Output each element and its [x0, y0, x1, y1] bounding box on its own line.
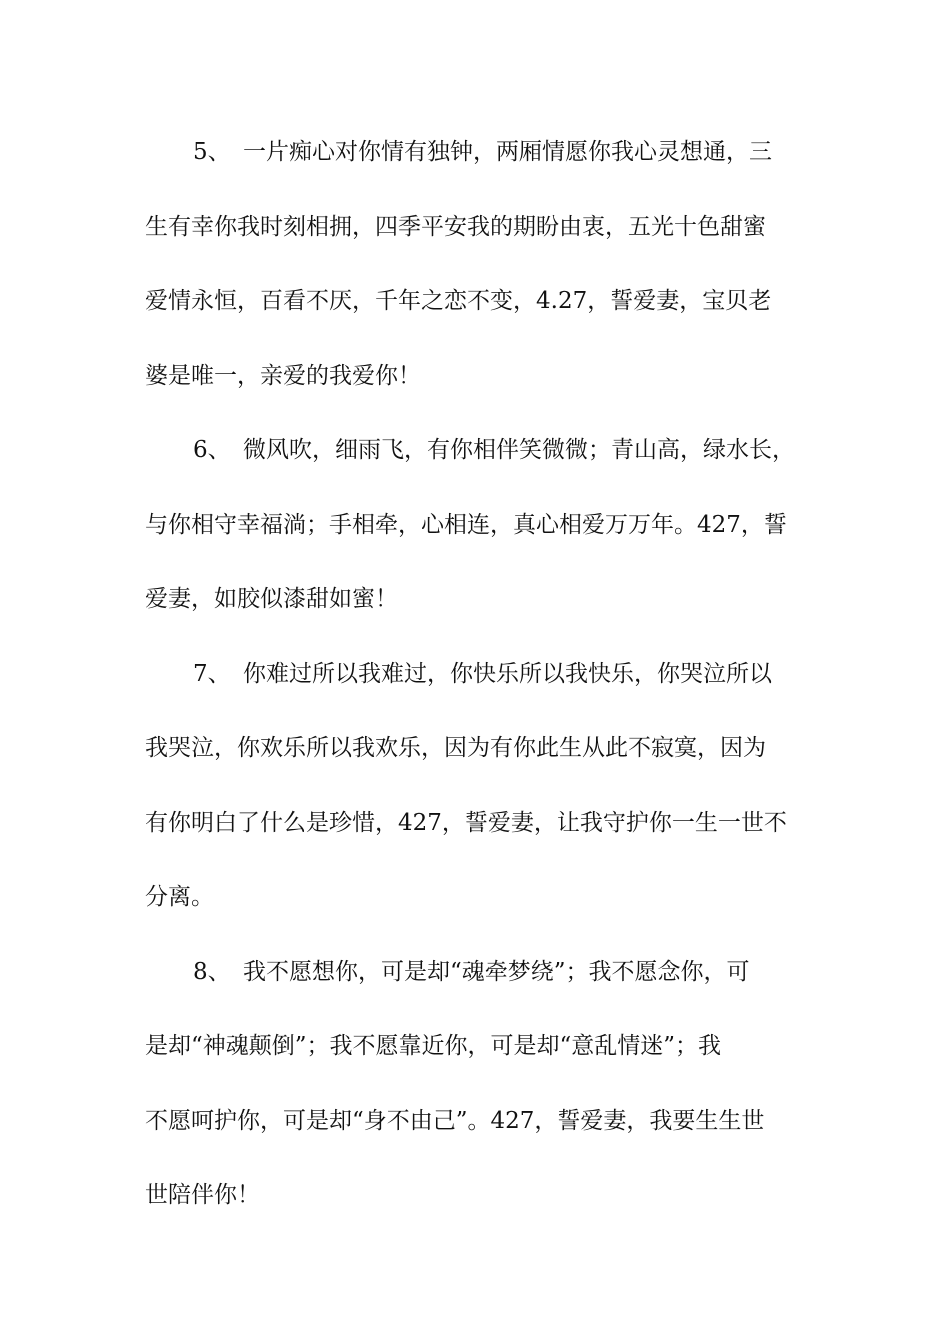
item-text-line: 婆是唯一，亲爱的我爱你！: [145, 362, 421, 389]
item-number: 8、: [193, 958, 231, 985]
list-item-5: [145, 131, 810, 429]
list-item-8: [145, 951, 810, 1249]
list-item-6: [145, 429, 810, 653]
item-text-line: 爱妻，如胶似漆甜如蜜！: [145, 586, 398, 612]
item-text-line: 是却“神魂颠倒”；我不愿靠近你，可是却“意乱情迷”；我: [145, 1033, 722, 1059]
list-item-first-line: [145, 653, 810, 728]
item-number: 5、: [193, 139, 231, 165]
item-text-line: 生有幸你我时刻相拥，四季平安我的期盼由衷，五光十色甜蜜: [145, 213, 766, 240]
list-item-first-line: [145, 951, 810, 1026]
item-text-line: 分离。: [145, 884, 214, 910]
item-text-line: 与你相守幸福淌；手相牵，心相连，真心相爱万万年。427，誓: [145, 511, 787, 538]
item-text-line: 不愿呵护你，可是却“身不由己”。427，誓爱妻，我要生生世: [145, 1107, 765, 1134]
item-text-line: 我哭泣，你欢乐所以我欢乐，因为有你此生从此不寂寞，因为: [145, 735, 766, 761]
item-text-line: 微风吹，细雨飞，有你相伴笑微微；青山高，绿水长，: [243, 437, 795, 463]
list-item-first-line: [145, 429, 810, 504]
list-item-7: [145, 653, 810, 951]
item-text-line: 我不愿想你，可是却“魂牵梦绕”；我不愿念你，可: [243, 958, 750, 985]
item-number: 7、: [193, 660, 231, 687]
item-text-line: 一片痴心对你情有独钟，两厢情愿你我心灵想通，三: [243, 139, 772, 165]
item-text-line: 世陪伴你！: [145, 1182, 260, 1208]
item-text-line: 爱情永恒，百看不厌，千年之恋不变，4.27，誓爱妻，宝贝老: [145, 288, 772, 314]
item-number: 6、: [193, 437, 231, 463]
item-text-line: 你难过所以我难过，你快乐所以我快乐，你哭泣所以: [243, 660, 772, 687]
item-text-line: 有你明白了什么是珍惜，427，誓爱妻，让我守护你一生一世不: [145, 809, 787, 836]
document-body: [145, 131, 810, 1249]
list-item-first-line: [145, 131, 810, 206]
